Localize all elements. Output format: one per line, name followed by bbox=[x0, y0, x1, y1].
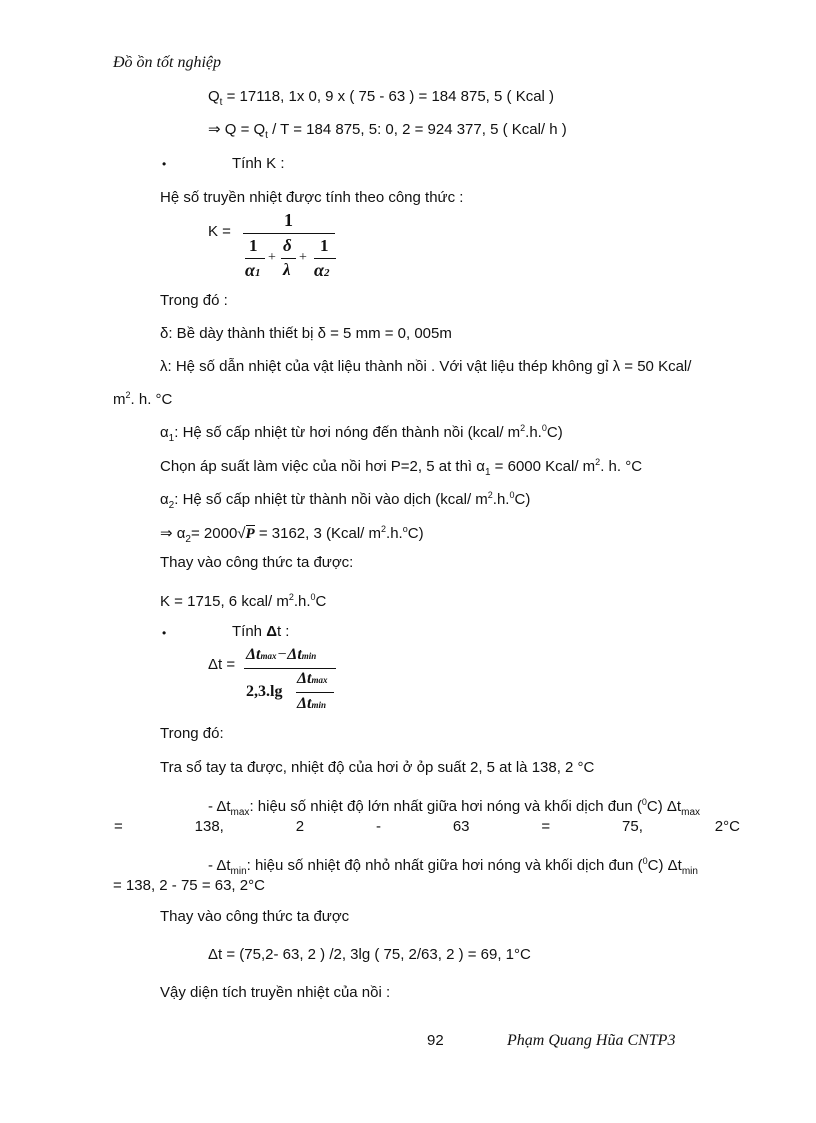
a2-denominator: α2 bbox=[314, 260, 330, 280]
a1-bar bbox=[245, 258, 265, 259]
lookup-line: Tra sổ tay ta được, nhiệt độ của hơi ở ỏp suất 2, 5 at là 138, 2 °C bbox=[160, 759, 595, 776]
dt-formula-lhs: Δt = bbox=[208, 656, 236, 673]
delta-definition: δ: Bề dày thành thiết bị δ = 5 mm = 0, 005m bbox=[160, 325, 452, 342]
lambda-unit: $m^2$. h. °C bbox=[113, 390, 173, 408]
a1-numerator: 1 bbox=[249, 236, 258, 255]
delta-bar bbox=[281, 258, 296, 259]
dt-denominator-prefix: 2,3.lg bbox=[246, 683, 283, 700]
alpha2-value: ⇒ $\alpha_2= 2000√P = 3162$, 3 (Kcal/ $m^2.h.^oC$) bbox=[160, 524, 424, 545]
heading-compute-k: Tính K : bbox=[232, 155, 285, 172]
substitute-line: Thay vào công thức ta được bbox=[160, 908, 350, 925]
dt-inner-denominator: Δtmin bbox=[297, 695, 326, 712]
alpha2-definition: $\alpha_2$: Hệ số cấp nhiệt từ thành nồi vào dịch (kcal/ $m^2.h.^0C$) bbox=[160, 490, 531, 511]
footer-author: Phạm Quang Hũa CNTP3 bbox=[507, 1032, 676, 1049]
k-numerator: 1 bbox=[284, 210, 293, 230]
dtmax-definition: - $\Delta t_{max}$: hiệu số nhiệt độ lớn nhất giữa hơi nóng và khối dịch đun ($^0$C) $\Delta t_{max}$ bbox=[208, 797, 701, 818]
area-intro: Vậy diện tích truyền nhiệt của nồi : bbox=[160, 984, 391, 1001]
where-label: Trong đó : bbox=[160, 292, 228, 309]
bullet-icon: • bbox=[162, 157, 167, 171]
page-number: 92 bbox=[427, 1032, 444, 1049]
plus-sign: + bbox=[299, 250, 307, 265]
dt-inner-numerator: Δtmax bbox=[297, 670, 328, 687]
pressure-line: Chọn áp suất làm việc của nồi hơi P=2, 5 at thì $\alpha_1 = 6000$ Kcal/ $m^2$. h. °C bbox=[160, 457, 643, 478]
a1-denominator: α1 bbox=[245, 260, 261, 280]
alpha1-definition: $\alpha_1$: Hệ số cấp nhiệt từ hơi nóng đến thành nồi (kcal/ $m^2.h.^0C$) bbox=[160, 423, 563, 444]
k-fraction-bar bbox=[243, 233, 335, 234]
header-title: Đồ ồn tốt nghiệp bbox=[113, 54, 221, 71]
a2-bar bbox=[314, 258, 336, 259]
k-result: K = 1715, 6 kcal/ $m^2.h.^0C$ bbox=[160, 592, 327, 610]
dtmax-value: = 138, 2 - 63 = 75, 2°C bbox=[114, 818, 740, 835]
equation-qt: $Q_t = 17118$, 1x 0, 9 x ( 75 - 63 ) = 184 875, 5 ( Kcal ) bbox=[208, 88, 555, 108]
plus-sign: + bbox=[268, 250, 276, 265]
bullet-icon: • bbox=[162, 626, 167, 640]
equation-q: ⇒ $Q = Q_t / T = 184$ 875, 5: 0, 2 = 924 377, 5 ( Kcal/ h ) bbox=[208, 121, 567, 141]
dt-fraction-bar bbox=[244, 668, 336, 669]
dt-numerator: Δtmax−Δtmin bbox=[246, 646, 317, 663]
substitute-line: Thay vào công thức ta được: bbox=[160, 554, 354, 571]
dtmin-definition: - $\Delta t_{min}$: hiệu số nhiệt độ nhỏ nhất giữa hơi nóng và khối dịch đun ($^0$C) $\Delta t_{min}$ bbox=[208, 856, 698, 877]
delta-numerator: δ bbox=[283, 236, 292, 255]
dt-inner-bar bbox=[296, 692, 334, 693]
lambda-denominator: λ bbox=[283, 260, 291, 279]
lambda-definition: λ: Hệ số dẫn nhiệt của vật liệu thành nồi . Với vật liệu thép không gỉ λ = 50 Kcal/ bbox=[160, 358, 692, 375]
a2-numerator: 1 bbox=[320, 236, 329, 255]
heading-compute-dt: Tính Δt : bbox=[232, 623, 290, 640]
k-formula-lhs: K = bbox=[208, 223, 231, 240]
dtmin-value: = 138, 2 - 75 = 63, 2°C bbox=[113, 877, 265, 894]
dt-result: Δt = (75,2- 63, 2 ) /2, 3lg ( 75, 2/63, 2 ) = 69, 1°C bbox=[208, 946, 531, 963]
where-label: Trong đó: bbox=[160, 725, 224, 742]
k-intro: Hệ số truyền nhiệt được tính theo công thức : bbox=[160, 189, 464, 206]
